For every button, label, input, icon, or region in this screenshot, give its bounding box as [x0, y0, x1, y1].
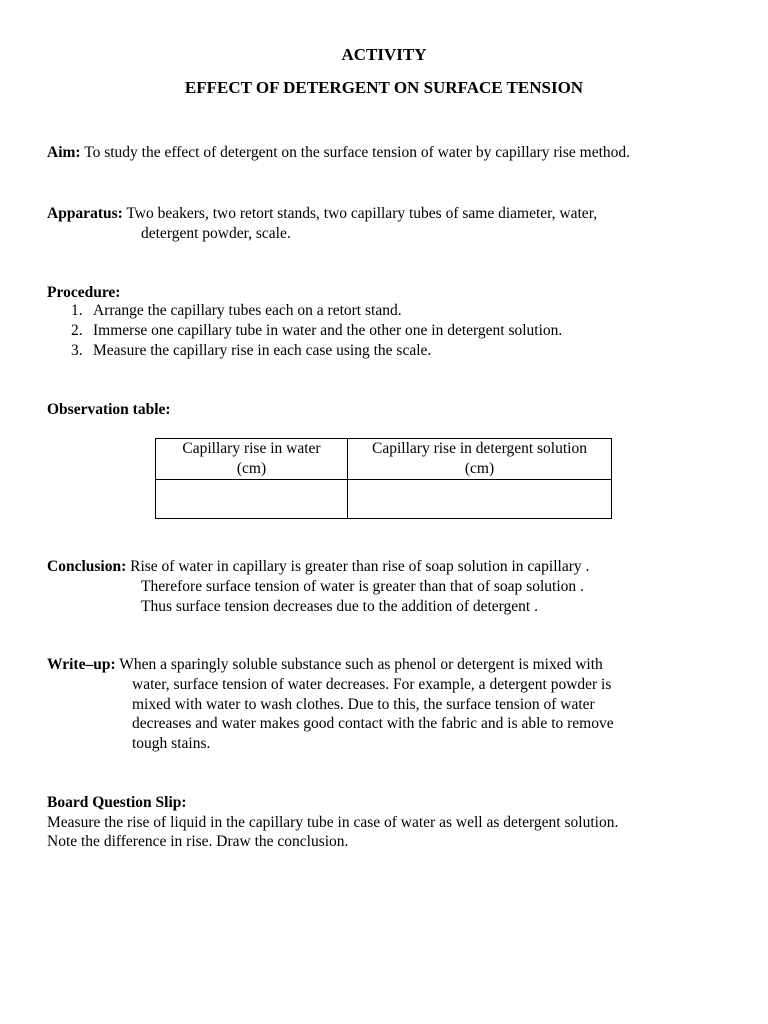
step-number: 2. [71, 322, 83, 339]
page-subtitle: EFFECT OF DETERGENT ON SURFACE TENSION [184, 78, 584, 97]
header-text: Capillary rise in detergent solution [372, 440, 587, 457]
procedure-label-text: Procedure: [47, 284, 121, 301]
header-cell-water [156, 439, 348, 480]
header-text: Capillary rise in water [182, 440, 321, 457]
procedure-step [71, 341, 562, 361]
conclusion-label: Conclusion: [47, 558, 127, 575]
header-unit: (cm) [236, 460, 267, 477]
writeup-line-5: tough stains. [132, 735, 211, 752]
conclusion-line-2: Therefore surface tension of water is greater than that of soap solution . [141, 578, 584, 595]
aim-text: To study the effect of detergent on the surface tension of water by capillary rise method. [84, 144, 631, 161]
board-question-line-2: Note the difference in rise. Draw the conclusion. [47, 833, 349, 850]
board-question-label [47, 793, 187, 813]
apparatus-line-2: detergent powder, scale. [141, 225, 291, 242]
table-header-row [156, 439, 612, 480]
step-text: Immerse one capillary tube in water and the other one in detergent solution. [93, 322, 563, 339]
board-question-line-1: Measure the rise of liquid in the capillary tube in case of water as well as detergent solution. [47, 814, 619, 831]
observation-label-text: Observation table: [47, 401, 171, 418]
step-number: 3. [71, 342, 83, 359]
apparatus-line-1: Two beakers, two retort stands, two capillary tubes of same diameter, water, [126, 205, 598, 222]
table-cell-empty[interactable] [156, 480, 348, 519]
page-title: ACTIVITY [341, 45, 427, 64]
procedure-label [47, 283, 120, 303]
table-cell-empty[interactable] [348, 480, 612, 519]
step-text: Arrange the capillary tubes each on a retort stand. [93, 302, 402, 319]
writeup-line-2: water, surface tension of water decreases. For example, a detergent powder is [132, 676, 612, 693]
observation-label [47, 400, 171, 420]
observation-table [155, 438, 612, 519]
header-unit: (cm) [464, 460, 495, 477]
conclusion-section [47, 557, 589, 577]
writeup-line-4: decreases and water makes good contact with the fabric and is able to remove [132, 715, 614, 732]
procedure-list [71, 301, 563, 361]
writeup-line-3: mixed with water to wash clothes. Due to this, the surface tension of water [132, 696, 595, 713]
aim-section [47, 143, 630, 163]
procedure-step [71, 301, 562, 321]
table-row [156, 480, 612, 519]
aim-label: Aim: [47, 144, 81, 161]
step-text: Measure the capillary rise in each case using the scale. [93, 342, 432, 359]
apparatus-section [47, 204, 597, 224]
procedure-step [71, 321, 563, 341]
step-number: 1. [71, 302, 83, 319]
writeup-label: Write–up: [47, 656, 116, 673]
board-question-label-text: Board Question Slip: [47, 794, 187, 811]
conclusion-line-1: Rise of water in capillary is greater than rise of soap solution in capillary . [130, 558, 590, 575]
header-cell-detergent [348, 439, 612, 480]
conclusion-line-3: Thus surface tension decreases due to the addition of detergent . [141, 598, 538, 615]
writeup-line-1: When a sparingly soluble substance such as phenol or detergent is mixed with [119, 656, 603, 673]
writeup-section [47, 655, 603, 675]
apparatus-label: Apparatus: [47, 205, 123, 222]
